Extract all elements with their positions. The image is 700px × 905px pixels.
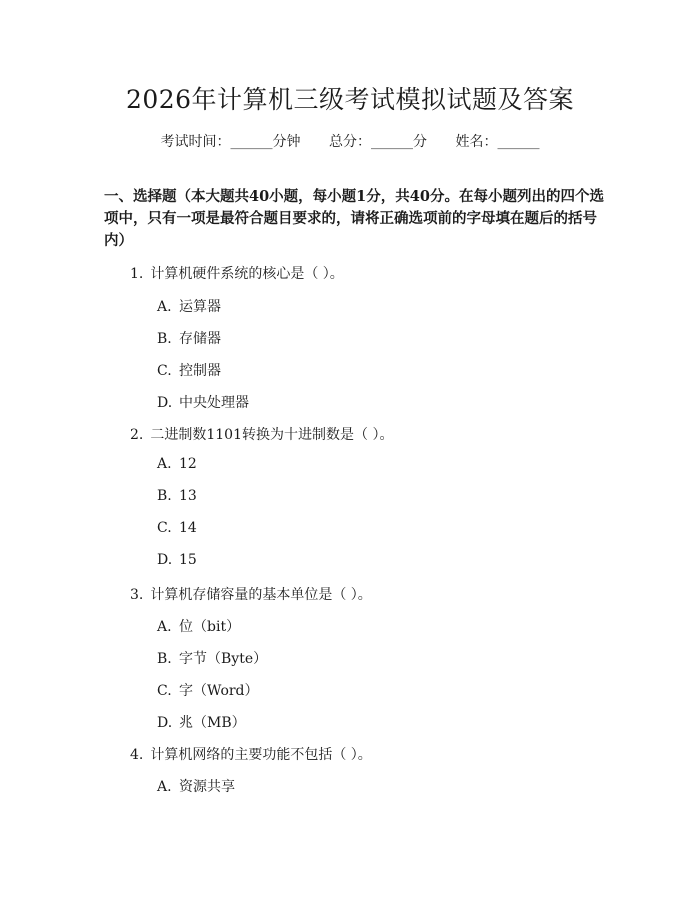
- exam-name-field: 姓名：______: [455, 134, 540, 150]
- option-letter: B.: [157, 331, 172, 347]
- section-header: 一、选择题（本大题共40小题，每小题1分，共40分。在每小题列出的四个选项中，只有一项是最符合题目要求的，请将正确选项前的字母填在题后的括号内）: [104, 188, 604, 249]
- option-text: 14: [179, 520, 197, 536]
- option-letter: D.: [157, 552, 173, 568]
- question-3: [130, 584, 372, 604]
- option-q2-a: [157, 456, 197, 472]
- question-1: [130, 263, 344, 283]
- option-q3-b: [157, 648, 267, 668]
- question-number: 4.: [130, 747, 144, 763]
- option-q2-b: [157, 488, 197, 504]
- option-letter: A.: [157, 456, 172, 472]
- option-q2-d: [157, 552, 197, 568]
- question-2: [130, 424, 393, 444]
- option-q2-c: [157, 520, 197, 536]
- option-q3-d: [157, 712, 246, 732]
- option-letter: A.: [157, 619, 172, 635]
- option-letter: C.: [157, 520, 172, 536]
- option-letter: C.: [157, 683, 172, 699]
- question-text: 二进制数1101转换为十进制数是（ ）。: [150, 427, 394, 443]
- option-q3-a: [157, 616, 240, 636]
- question-text: 计算机硬件系统的核心是（ ）。: [150, 266, 344, 282]
- question-text: 计算机存储容量的基本单位是（ ）。: [150, 587, 372, 603]
- option-text: 位（bit）: [179, 619, 241, 635]
- exam-time: 考试时间：______分钟: [160, 134, 301, 150]
- option-letter: B.: [157, 488, 172, 504]
- option-text: 字节（Byte）: [179, 651, 268, 667]
- option-letter: C.: [157, 363, 172, 379]
- option-text: 13: [179, 488, 197, 504]
- option-text: 12: [179, 456, 197, 472]
- option-q1-c: [157, 360, 221, 380]
- option-text: 中央处理器: [179, 395, 249, 411]
- option-q3-c: [157, 680, 259, 700]
- option-q1-b: [157, 328, 221, 348]
- question-text: 计算机网络的主要功能不包括（ ）。: [150, 747, 372, 763]
- question-number: 3.: [130, 587, 144, 603]
- page-title: 2026年计算机三级考试模拟试题及答案: [125, 85, 575, 114]
- option-letter: B.: [157, 651, 172, 667]
- option-letter: D.: [157, 715, 173, 731]
- exam-meta: [0, 131, 700, 151]
- option-text: 兆（MB）: [179, 715, 246, 731]
- option-text: 字（Word）: [179, 683, 259, 699]
- exam-total-score: 总分：______分: [329, 134, 427, 150]
- option-letter: D.: [157, 395, 173, 411]
- option-text: 运算器: [179, 299, 221, 315]
- question-4: [130, 744, 372, 764]
- option-letter: A.: [157, 299, 172, 315]
- question-number: 2.: [130, 427, 144, 443]
- option-text: 控制器: [179, 363, 221, 379]
- option-text: 资源共享: [179, 779, 235, 795]
- option-letter: A.: [157, 779, 172, 795]
- question-number: 1.: [130, 266, 144, 282]
- option-text: 15: [179, 552, 197, 568]
- option-q4-a: [157, 776, 235, 796]
- option-q1-d: [157, 392, 249, 412]
- option-text: 存储器: [179, 331, 221, 347]
- option-q1-a: [157, 296, 221, 316]
